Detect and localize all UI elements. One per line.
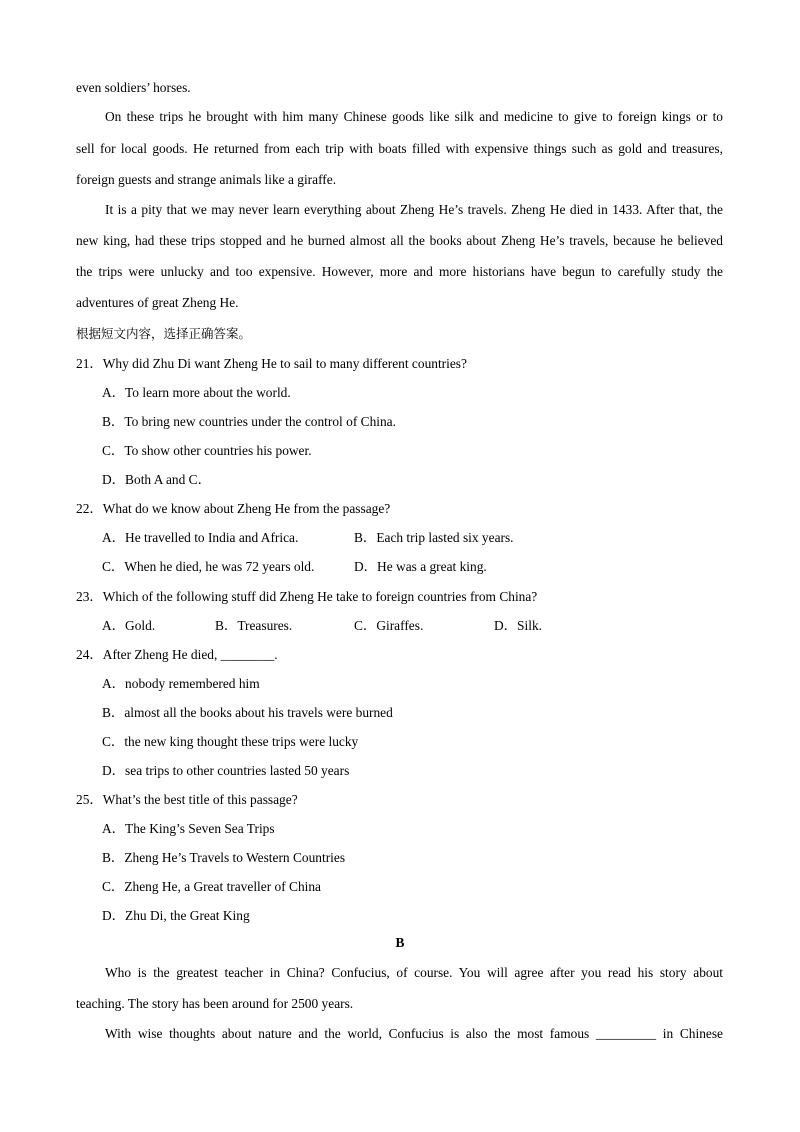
option-item[interactable]: D．Silk. (494, 618, 542, 633)
passage-line: adventures of great Zheng He. (76, 295, 239, 310)
option-item[interactable]: A．The King’s Seven Sea Trips (102, 821, 275, 836)
option-item[interactable]: D．Zhu Di, the Great King (102, 908, 250, 923)
option-item[interactable]: B．Zheng He’s Travels to Western Countries (102, 850, 346, 865)
question-stem: 23．Which of the following stuff did Zheng He take to foreign countries from China? (76, 589, 538, 604)
option-item[interactable]: D．Both A and C． (102, 472, 211, 487)
option-item[interactable]: B．Each trip lasted six years. (354, 530, 514, 545)
option-item[interactable]: B．To bring new countries under the control of China. (102, 414, 396, 429)
option-item[interactable]: C．the new king thought these trips were lucky (102, 734, 359, 749)
question-stem: 21．Why did Zhu Di want Zheng He to sail to many different countries? (76, 356, 467, 371)
option-item[interactable]: A．He travelled to India and Africa. (102, 530, 299, 545)
question-stem: 22．What do we know about Zheng He from the passage? (76, 501, 391, 516)
passage-line: foreign guests and strange animals like a giraffe. (76, 172, 337, 187)
section-heading: B (395, 935, 405, 950)
option-item[interactable]: C．Zheng He, a Great traveller of China (102, 879, 322, 894)
passage-line: teaching. The story has been around for 2500 years. (76, 996, 354, 1011)
question-stem: 24．After Zheng He died, ________. (76, 647, 278, 662)
option-item[interactable]: D．sea trips to other countries lasted 50 years (102, 763, 350, 778)
passage-line: With wise thoughts about nature and the world, Confucius is also the most famous _________ in Chinese (105, 1026, 723, 1041)
passage-line: the trips were unlucky and too expensive. However, more and more historians have begun to carefully study the (76, 264, 723, 279)
passage-line: sell for local goods. He returned from each trip with boats filled with expensive things such as gold and treasures, (76, 141, 723, 156)
instruction-text: 根据短文内容，选择正确答案。 (76, 326, 252, 341)
option-item[interactable]: A．To learn more about the world. (102, 385, 291, 400)
passage-line: It is a pity that we may never learn everything about Zheng He’s travels. Zheng He died in 1433. After that, the (105, 202, 723, 217)
option-item[interactable]: A．Gold. (102, 618, 156, 633)
passage-line: Who is the greatest teacher in China? Confucius, of course. You will agree after you read his story about (105, 965, 723, 980)
passage-line: even soldiers’ horses. (76, 80, 191, 95)
option-item[interactable]: C．To show other countries his power. (102, 443, 312, 458)
question-stem: 25．What’s the best title of this passage? (76, 792, 298, 807)
option-item[interactable]: A．nobody remembered him (102, 676, 260, 691)
option-item[interactable]: C．When he died, he was 72 years old. (102, 559, 315, 574)
option-item[interactable]: B．Treasures. (215, 618, 293, 633)
passage-line: new king, had these trips stopped and he burned almost all the books about Zheng He’s travels, because he believed (76, 233, 723, 248)
option-item[interactable]: B．almost all the books about his travels were burned (102, 705, 393, 720)
option-item[interactable]: D．He was a great king. (354, 559, 487, 574)
passage-line: On these trips he brought with him many Chinese goods like silk and medicine to give to foreign kings or to (105, 109, 723, 124)
option-item[interactable]: C．Giraffes. (354, 618, 424, 633)
